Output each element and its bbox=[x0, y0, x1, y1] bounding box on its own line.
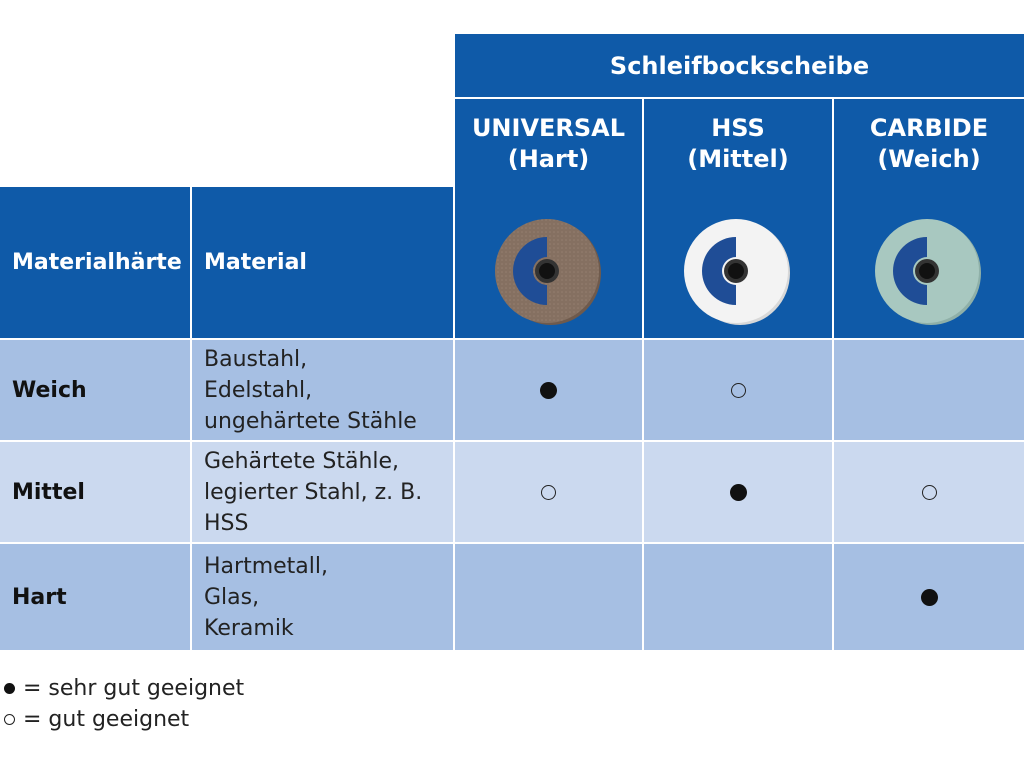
legend-very-good bbox=[0, 676, 244, 701]
legend-good-text: = gut geeignet bbox=[23, 707, 190, 732]
material-line: Keramik bbox=[204, 615, 294, 641]
empty-dot-icon bbox=[4, 714, 15, 725]
row-mittel-material bbox=[192, 442, 453, 542]
row-mittel-hss bbox=[644, 442, 832, 542]
row-weich-carbide bbox=[834, 340, 1024, 440]
hss-wheel-image bbox=[682, 215, 794, 327]
row-weich-material bbox=[192, 340, 453, 440]
material-line: HSS bbox=[204, 510, 249, 536]
header-materialhaerte-text: Materialhärte bbox=[12, 250, 182, 275]
group-title-text: Schleifbockscheibe bbox=[609, 51, 870, 80]
row-hart-universal bbox=[455, 544, 642, 650]
universal-line1: UNIVERSAL bbox=[471, 114, 626, 142]
row-hart-carbide bbox=[834, 544, 1024, 650]
empty-dot-icon bbox=[731, 383, 746, 398]
filled-dot-icon bbox=[4, 683, 15, 694]
filled-dot-icon bbox=[921, 589, 938, 606]
carbide-wheel-image bbox=[873, 215, 985, 327]
header-material bbox=[192, 187, 453, 338]
row-mittel-hardness-text: Mittel bbox=[12, 479, 85, 505]
row-hart-hardness-text: Hart bbox=[12, 584, 67, 610]
universal-wheel-image bbox=[493, 215, 605, 327]
row-hart-hardness bbox=[0, 544, 190, 650]
header-materialhaerte bbox=[0, 187, 190, 338]
row-weich-hardness-text: Weich bbox=[12, 377, 87, 403]
group-title bbox=[455, 34, 1024, 97]
row-mittel-hardness bbox=[0, 442, 190, 542]
row-weich-universal bbox=[455, 340, 642, 440]
material-line: Hartmetall, bbox=[204, 553, 328, 579]
row-mittel-universal bbox=[455, 442, 642, 542]
hss-line2: (Mittel) bbox=[687, 145, 789, 173]
legend-very-good-text: = sehr gut geeignet bbox=[23, 676, 245, 701]
legend-good bbox=[0, 707, 189, 732]
row-hart-material bbox=[192, 544, 453, 650]
empty-dot-icon bbox=[541, 485, 556, 500]
header-material-text: Material bbox=[204, 250, 307, 275]
filled-dot-icon bbox=[730, 484, 747, 501]
header-hss bbox=[644, 99, 832, 338]
material-line: legierter Stahl, z. B. bbox=[204, 479, 423, 505]
row-hart-hss bbox=[644, 544, 832, 650]
header-universal bbox=[455, 99, 642, 338]
filled-dot-icon bbox=[540, 382, 557, 399]
carbide-line1: CARBIDE bbox=[869, 114, 989, 142]
material-line: Edelstahl, bbox=[204, 377, 313, 403]
empty-dot-icon bbox=[922, 485, 937, 500]
material-line: Gehärtete Stähle, bbox=[204, 448, 400, 474]
row-weich-hss bbox=[644, 340, 832, 440]
hss-line1: HSS bbox=[711, 114, 765, 142]
material-line: Baustahl, bbox=[204, 346, 308, 372]
header-carbide bbox=[834, 99, 1024, 338]
material-line: ungehärtete Stähle bbox=[204, 408, 417, 434]
row-weich-hardness bbox=[0, 340, 190, 440]
universal-line2: (Hart) bbox=[507, 145, 590, 173]
row-mittel-carbide bbox=[834, 442, 1024, 542]
material-line: Glas, bbox=[204, 584, 260, 610]
carbide-line2: (Weich) bbox=[877, 145, 981, 173]
